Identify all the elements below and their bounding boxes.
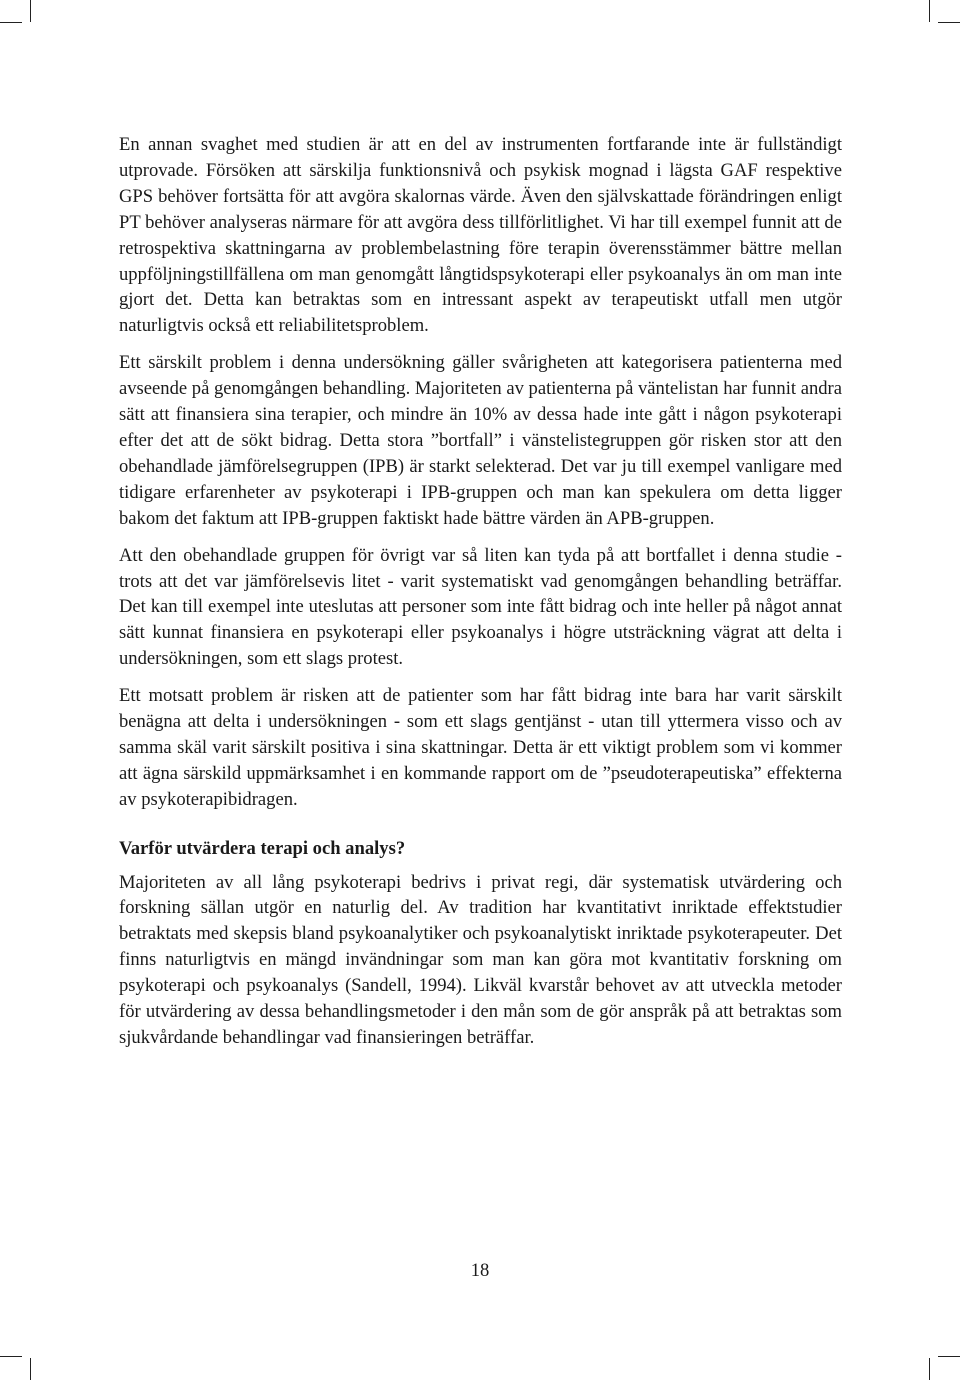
- crop-mark-top-right-h: [938, 22, 960, 23]
- crop-mark-top-left-h: [0, 22, 22, 23]
- crop-mark-bottom-left-h: [0, 1356, 22, 1357]
- paragraph-opposite-problem: Ett motsatt problem är risken att de patienter som har fått bidrag inte bara har varit särskilt benägna att delta i undersökningen - som ett slags gentjänst - utan till yttermera visso och av samma skäl varit särskilt positiva i sina skattningar. Detta är ett viktigt problem som vi kommer att ägna särskild uppmärksamhet i en kommande rapport om de ”pseudoterapeutiska” effekterna av psykoterapibidragen.: [119, 685, 842, 810]
- section-heading: Varför utvärdera terapi och analys?: [119, 837, 406, 859]
- crop-mark-top-right-v: [929, 0, 930, 22]
- crop-mark-bottom-right-v: [929, 1358, 930, 1380]
- paragraph-why-evaluate: Majoriteten av all lång psykoterapi bedrivs i privat regi, där systematisk utvärdering och forskning sällan utgör en naturlig del. Av tradition har kvantitativt inriktade effektstudier betraktats med skepsis bland psykoanalytiker och psykoanalytiskt inriktade psykoterapeuter. Det finns naturligtvis en mängd invändningar som man kan göra mot kvantitativ forskning om psykoterapi och psykoanalys (Sandell, 1994). Likväl kvarstår behovet av att utveckla metoder för utvärdering av dessa behandlingsmetoder i den mån som de gör anspråk på att betraktas som sjukvårdande behandlingar vad finansieringen beträffar.: [119, 871, 842, 1048]
- page-body: [119, 132, 842, 1051]
- page-number: 18: [470, 1260, 490, 1281]
- paragraph-untreated-group: Att den obehandlade gruppen för övrigt var så liten kan tyda på att bortfallet i denna studie - trots att det var jämförelsevis litet - varit systematiskt vad genomgången behandling beträffar. Det kan till exempel inte uteslutas att personer som inte fått bidrag och inte heller på något annat sätt kunnat finansiera en psykoterapi eller psykoanalys i högre utsträckning vägrat att delta i undersökningen, som ett slags protest.: [119, 544, 842, 670]
- crop-mark-bottom-left-v: [30, 1358, 31, 1380]
- crop-mark-top-left-v: [30, 0, 31, 22]
- paragraph-instrument-weakness: En annan svaghet med studien är att en del av instrumenten fortfarande inte är fullständigt utprovade. Försöken att särskilja funktionsnivå och psykisk mognad i lägsta GAF respektive GPS behöver fortsätta för att avgöra skalornas värde. Även den självskattade förändringen enligt PT behöver analyseras närmare för att avgöra dess tillförlitlighet. Vi har till exempel funnit att de retrospektiva skattningarna av problembelastning före terapin överensstämmer bättre mellan uppföljningstillfällena om man genomgått långtidspsykoterapi eller psykoanalys än om man inte gjort det. Detta kan betraktas som en intressant aspekt av terapeutiskt utfall men utgör naturligtvis också ett reliabilitetsproblem.: [119, 134, 842, 337]
- crop-mark-bottom-right-h: [938, 1356, 960, 1357]
- paragraph-categorization-problem: Ett särskilt problem i denna undersökning gäller svårigheten att kategorisera patienterna med avseende på genomgången behandling. Majoriteten av patienterna på väntelistan har funnit andra sätt att finansiera sina terapier, och mindre än 10% av dessa hade inte gått i någon psykoterapi efter det att de sökt bidrag. Detta stora ”bortfall” i vänstelistegruppen gör risken stor att den obehandlade jämförelsegruppen (IPB) är starkt selekterad. Det var ju till exempel vanligare med tidigare erfarenheter av psykoterapi i IPB-gruppen och man kan spekulera om detta ligger bakom det faktum att IPB-gruppen faktiskt hade bättre värden än APB-gruppen.: [119, 352, 842, 529]
